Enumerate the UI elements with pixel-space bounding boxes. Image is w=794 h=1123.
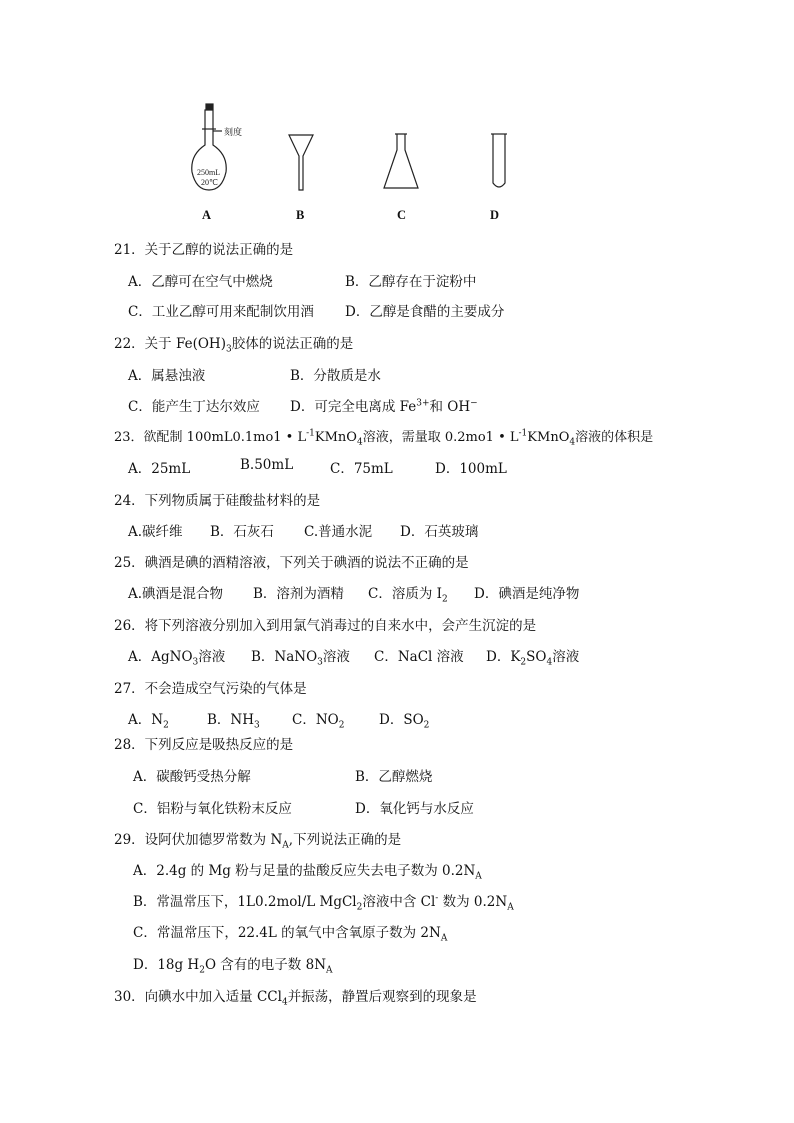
flask-temp-label: 20℃ — [201, 178, 218, 187]
q24-option-d: D．石英玻璃 — [400, 524, 479, 540]
q25-option-a: A.碘酒是混合物 — [128, 586, 224, 602]
question-24: 24．下列物质属于硅酸盐材料的是 — [114, 493, 321, 509]
q23-option-c: C．75mL — [330, 461, 393, 477]
q28-option-c: C．铝粉与氧化铁粉末反应 — [133, 801, 292, 817]
q23-option-a: A．25mL — [128, 461, 191, 477]
q29-option-b: B．常温常压下，1L0.2mol/L MgCl$_2$溶液中含 Cl- 数为 $0.2N_A$ — [133, 893, 514, 913]
q21-option-a: A．乙醇可在空气中燃烧 — [128, 274, 273, 290]
q28-option-b: B．乙醇燃烧 — [355, 769, 433, 785]
q27-option-c: C．$NO_2$ — [292, 712, 345, 731]
question-25: 25．碘酒是碘的酒精溶液，下列关于碘酒的说法不正确的是 — [114, 555, 469, 571]
flask-volume-label: 250mL — [197, 168, 221, 177]
question-23: 23．欲配制 100mL0.1mo1 • $L^{-1}KMnO_4$溶液，需量取 0.2mo1 • $L^{-1}KMnO_4$溶液的体积是 — [114, 428, 654, 448]
q22-option-b: B．分散质是水 — [290, 368, 381, 384]
q21-option-b: B．乙醇存在于淀粉中 — [345, 274, 477, 290]
question-29: 29．设阿伏加德罗常数为 $N_A$,下列说法正确的是 — [114, 832, 402, 851]
q29-option-a: A．2.4g 的 Mg 粉与足量的盐酸反应失去电子数为 $0.2N_A$ — [133, 863, 482, 882]
figure-label-c: C — [397, 208, 407, 222]
q24-option-b: B．石灰石 — [210, 524, 274, 540]
q29-option-c: C．常温常压下，22.4L 的氧气中含氧原子数为 $2N_A$ — [133, 925, 448, 944]
q27-option-b: B．$NH_3$ — [207, 712, 260, 731]
flask-mark-label: 刻度 — [224, 128, 243, 138]
q22-option-d: D．可完全电离成 $Fe^{3+}$和 OH− — [290, 398, 478, 415]
q26-option-b: B．NaNO$_3$溶液 — [251, 649, 350, 668]
q24-option-a: A.碳纤维 — [128, 524, 183, 540]
question-27: 27．不会造成空气污染的气体是 — [114, 681, 307, 697]
figure-label-a: A — [202, 208, 212, 222]
q28-option-d: D．氧化钙与水反应 — [355, 801, 474, 817]
question-21: 21．关于乙醇的说法正确的是 — [114, 242, 294, 258]
q29-option-d: D．18g $H_2O$ 含有的电子数 $8N_A$ — [133, 957, 333, 976]
q23-option-d: D．100mL — [435, 461, 507, 477]
conical-flask-icon — [384, 134, 418, 188]
figure-label-d: D — [490, 208, 500, 222]
figure-label-b: B — [296, 208, 305, 222]
q22-option-a: A．属悬浊液 — [128, 368, 206, 384]
question-26: 26．将下列溶液分别加入到用氯气消毒过的自来水中，会产生沉淀的是 — [114, 618, 537, 634]
question-28: 28．下列反应是吸热反应的是 — [114, 737, 294, 753]
q27-option-a: A．$N_2$ — [128, 712, 169, 731]
q26-option-a: A．AgNO$_3$溶液 — [128, 649, 226, 668]
q21-option-d: D．乙醇是食醋的主要成分 — [345, 304, 505, 320]
q25-option-d: D．碘酒是纯净物 — [474, 586, 580, 602]
q21-option-c: C．工业乙醇可用来配制饮用酒 — [128, 304, 314, 320]
funnel-icon — [289, 135, 313, 190]
q26-option-d: D．$K_2SO_4$溶液 — [486, 649, 580, 668]
q24-option-c: C.普通水泥 — [304, 524, 373, 540]
question-22: 22．关于 $Fe(OH)_3$胶体的说法正确的是 — [114, 336, 354, 355]
q25-option-c: C．溶质为 $I_2$ — [368, 586, 448, 605]
test-tube-icon — [491, 134, 507, 187]
q28-option-a: A．碳酸钙受热分解 — [133, 769, 251, 785]
q23-option-b: B.50mL — [240, 457, 294, 473]
question-30: 30．向碘水中加入适量 CCl$_4$并振荡，静置后观察到的现象是 — [114, 989, 477, 1008]
q25-option-b: B．溶剂为酒精 — [253, 586, 344, 602]
q22-option-c: C．能产生丁达尔效应 — [128, 399, 260, 415]
q27-option-d: D．$SO_2$ — [379, 712, 430, 731]
q26-option-c: C．NaCl 溶液 — [374, 649, 464, 665]
